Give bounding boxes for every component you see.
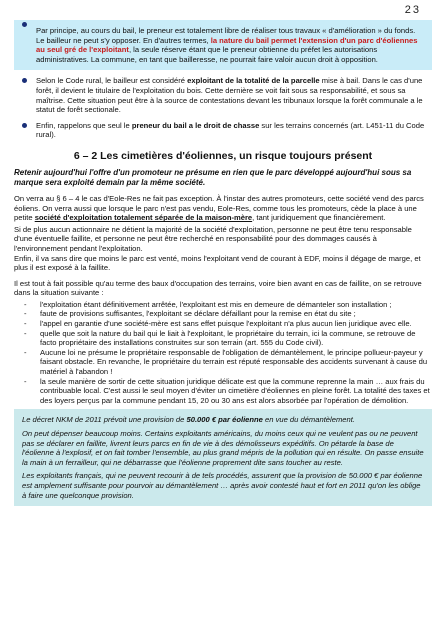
- text: Le décret NKM de 2011 prévoit une provision de: [22, 415, 187, 425]
- bold-text: exploitant de la totalité de la parcelle: [187, 76, 320, 86]
- demolition-paragraph: On peut dépenser beaucoup moins. Certains exploitants américains, du moins ceux qui ne veulent pas ou ne peuvent pas se déclarer en faillite, livrent leurs parcs en fin de vie à des démolisseurs expéditifs. On pétarde la base de l'éolienne à l'explosif, et on fait tomber l'ensemble, au plus grand mépris de la pollution qui en résulte. On passe ensuite la main à un ferrailleur, qui ne débarrasse que l'éolienne proprement dite sans toucher au reste.: [22, 429, 424, 467]
- decret-paragraph: [22, 415, 424, 425]
- paragraph-vente-courant: Enfin, il va sans dire que moins le parc est venté, moins l'exploitant vend de courant à EDF, moins il dégage de marge, et plus il est exposé à la faillite.: [14, 253, 421, 273]
- bullet-icon: [22, 22, 27, 27]
- page-number: 23: [404, 4, 421, 16]
- text: en vue du démantèlement.: [262, 415, 355, 425]
- text: sur les terrains concernés (art. L451-11 du Code rural).: [36, 120, 425, 140]
- paragraph-actionnaire: Si de plus aucun actionnaire ne détient la majorité de la société d'exploitation, personne ne peut être tenu responsable d'une éventuelle faillite, et personne ne peut être recherché en responsabilité pour des dommages causés à l'environnement pendant l'exploitation.: [14, 224, 412, 253]
- list-item: - Aucune loi ne présume le propriétaire responsable de l'obligation de démantèlement, le principe pollueur-payeur y faisant obstacle. En revanche, le propriétaire du terrain est réputé responsable des accidents survenant à cause du matériel à l'abandon !: [32, 348, 432, 377]
- bullet-icon: [22, 123, 27, 128]
- paragraph-situation: Il est tout à fait possible qu'au terme des baux d'occupation des terrains, voire bien avant en cas de faillite, on se retrouve dans la situation suivante :: [14, 278, 422, 298]
- text: , tant juridiquement que financièrement.: [252, 213, 386, 223]
- bail-paragraph: [36, 26, 424, 64]
- text: On verra au § 6 – 4 le cas d'Eole-Res ne fait pas exception. À l'instar des autres promoteurs, cette société vend des parcs éoliens. On verra aussi que lorsque le parc n'est pas vendu, Eole-Res, comme tous les promoteurs, cède la place à une petite: [14, 193, 424, 223]
- highlight-box-bail: [14, 20, 432, 70]
- emphasis-text: la nature du bail permet l'extension d'un parc d'éoliennes au seul gré de l'exploitant: [36, 35, 418, 55]
- text: , la seule réserve étant que le preneur obtienne du préfet les autorisations administratives. La commune, en tant que bailleresse, ne pourrait faire valoir aucun droit à opposition.: [36, 45, 378, 64]
- bullet-icon: [22, 78, 27, 83]
- bold-text: 50.000 € par éolienne: [186, 415, 263, 425]
- bullet-chasse: [14, 121, 432, 140]
- document-body: [14, 20, 432, 506]
- text: Par principe, au cours du bail, le preneur est totalement libre de réaliser tous travaux « d'amélioration » du fonds. Le bailleur ne peut s'y opposer. En d'autres termes,: [36, 26, 416, 45]
- section-heading: 6 – 2 Les cimetières d'éoliennes, un risque toujours présent: [73, 149, 373, 162]
- text: Enfin, rappelons que seul le: [36, 120, 132, 130]
- list-item: - faute de provisions suffisantes, l'exploitant se déclare défaillant pour la remise en état du site ;: [32, 309, 432, 319]
- list-item: - la seule manière de sortir de cette situation juridique délicate est que la commune reprenne la main … aux frais du contribuable local. C'est aussi le seul moyen d'éviter un cimetière d'éoliennes en pleine forêt. La totalité des taxes et des loyers perçus par la commune pendant 15, 20 ou 30 ans est alors absorbée par l'opération de démolition.: [32, 377, 432, 406]
- list-item: - l'appel en garantie d'une société-mère est sans effet puisque l'exploitant n'a plus aucun lien juridique avec elle.: [32, 319, 432, 329]
- highlight-box-decret: [14, 409, 432, 506]
- bullet-code-rural: [14, 76, 432, 114]
- text: mise à bail. Dans le cas d'une forêt, il devient le titulaire de l'exploitation du bois. Cette dernière se voit fait sous sa responsabilité, et sous sa maîtrise. Cette situation peut être à la source de contestations devant les tribunaux lorsque la forêt communale a le statut de forêt sectionale.: [36, 76, 423, 115]
- exploitants-paragraph: Les exploitants français, qui ne peuvent recourir à de tels procédés, assurent que la provision de 50.000 € par éolienne est amplement suffisante pour pourvoir au démantèlement … après avoir contesté haut et fort en 2011 qu'on les oblige à faire une quelconque provision.: [22, 471, 423, 500]
- list-item: - l'exploitation étant définitivement arrêtée, l'exploitant est mis en demeure de démanteler son installation ;: [32, 300, 432, 310]
- intro-paragraph: Retenir aujourd'hui l'offre d'un promoteur ne présume en rien que le parc développé aujourd'hui sous sa marque sera exploité demain par la même société.: [14, 167, 412, 187]
- bold-text: preneur du bail a le droit de chasse: [131, 120, 260, 130]
- bold-underline-text: société d'exploitation totalement séparée de la maison-mère: [34, 213, 253, 223]
- list-item: - quelle que soit la nature du bail qui le liait à l'exploitant, le propriétaire du terrain, ici la commune, se retrouve de facto propriétaire des installations construites sur son terrain (art. 555 du Code civil).: [32, 329, 432, 348]
- situation-list: [14, 300, 432, 406]
- text: Selon le Code rural, le bailleur est considéré: [36, 76, 188, 86]
- paragraph-eole-res: [14, 194, 432, 223]
